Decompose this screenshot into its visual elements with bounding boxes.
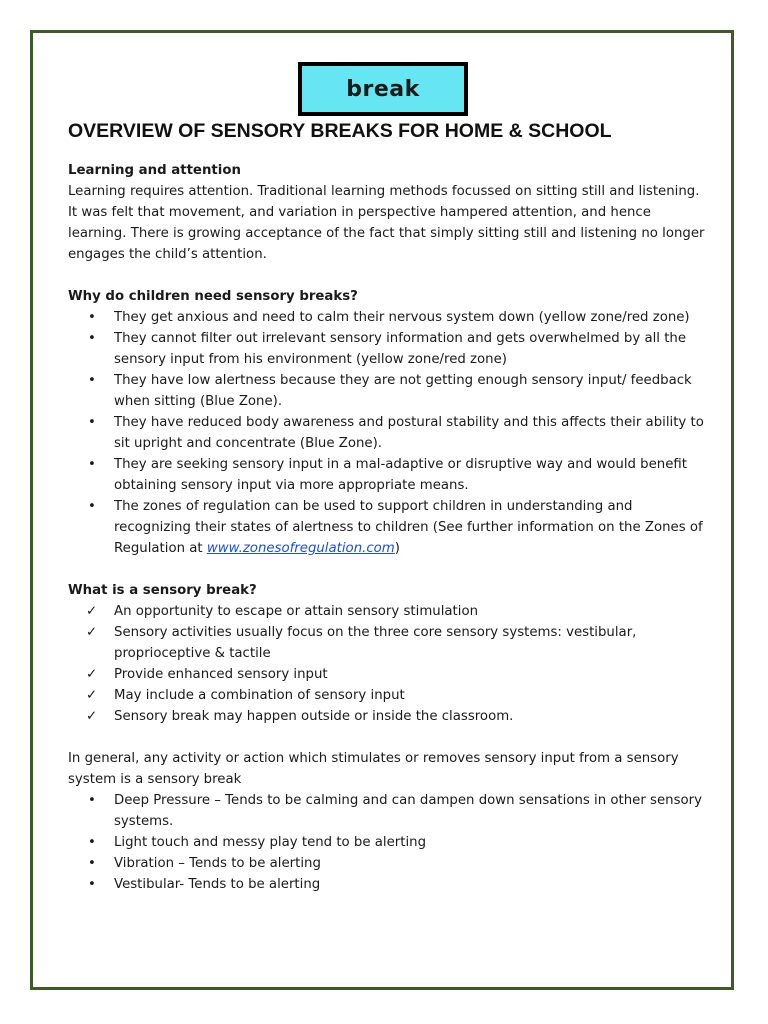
- list-item: • They have low alertness because they are not getting enough sensory input/ feedback when sitting (Blue Zone).: [68, 370, 708, 412]
- list-item: • They are seeking sensory input in a mal-adaptive or disruptive way and would benefit obtaining sensory input via more appropriate means.: [68, 454, 708, 496]
- spacer: [68, 559, 708, 580]
- page-title: OVERVIEW OF SENSORY BREAKS FOR HOME & SCHOOL: [68, 120, 612, 142]
- spacer: [68, 265, 708, 286]
- checklist-item: ✓ An opportunity to escape or attain sensory stimulation: [68, 601, 708, 622]
- checklist-item: ✓ May include a combination of sensory input: [68, 685, 708, 706]
- general-list: [68, 790, 708, 895]
- section-heading-why: Why do children need sensory breaks?: [68, 289, 358, 304]
- section-heading-what: What is a sensory break?: [68, 583, 257, 598]
- spacer: [68, 727, 708, 748]
- checklist-item: ✓ Provide enhanced sensory input: [68, 664, 708, 685]
- list-item-text: The zones of regulation can be used to support children in understanding and recognizing their states of alertness to children (See further information on the Zones of Regulation at: [114, 499, 703, 556]
- list-item: • Light touch and messy play tend to be alerting: [68, 832, 708, 853]
- section-body-general: In general, any activity or action which stimulates or removes sensory input from a sensory system is a sensory break: [68, 751, 679, 787]
- list-item-text-end: ): [394, 541, 400, 556]
- what-list: [68, 601, 708, 727]
- list-item: • They cannot filter out irrelevant sensory information and gets overwhelmed by all the sensory input from his environment (yellow zone/red zone): [68, 328, 708, 370]
- checklist-item: ✓ Sensory activities usually focus on the three core sensory systems: vestibular, proprioceptive & tactile: [68, 622, 708, 664]
- list-item: [68, 496, 708, 559]
- document-content: [68, 160, 708, 895]
- list-item: • Vestibular- Tends to be alerting: [68, 874, 708, 895]
- zones-of-regulation-link[interactable]: www.zonesofregulation.com: [206, 541, 395, 556]
- break-banner-label: break: [302, 66, 464, 112]
- checklist-item: ✓ Sensory break may happen outside or inside the classroom.: [68, 706, 708, 727]
- list-item: • They have reduced body awareness and postural stability and this affects their ability to sit upright and concentrate (Blue Zone).: [68, 412, 708, 454]
- section-heading-learning: Learning and attention: [68, 163, 241, 178]
- list-item: • Vibration – Tends to be alerting: [68, 853, 708, 874]
- break-banner: [298, 62, 468, 116]
- list-item: • Deep Pressure – Tends to be calming and can dampen down sensations in other sensory systems.: [68, 790, 708, 832]
- why-list: [68, 307, 708, 559]
- section-body-learning: Learning requires attention. Traditional learning methods focussed on sitting still and listening. It was felt that movement, and variation in perspective hampered attention, and hence learning. There is growing acceptance of the fact that simply sitting still and listening no longer engages the child’s attention.: [68, 184, 705, 262]
- list-item: • They get anxious and need to calm their nervous system down (yellow zone/red zone): [68, 307, 708, 328]
